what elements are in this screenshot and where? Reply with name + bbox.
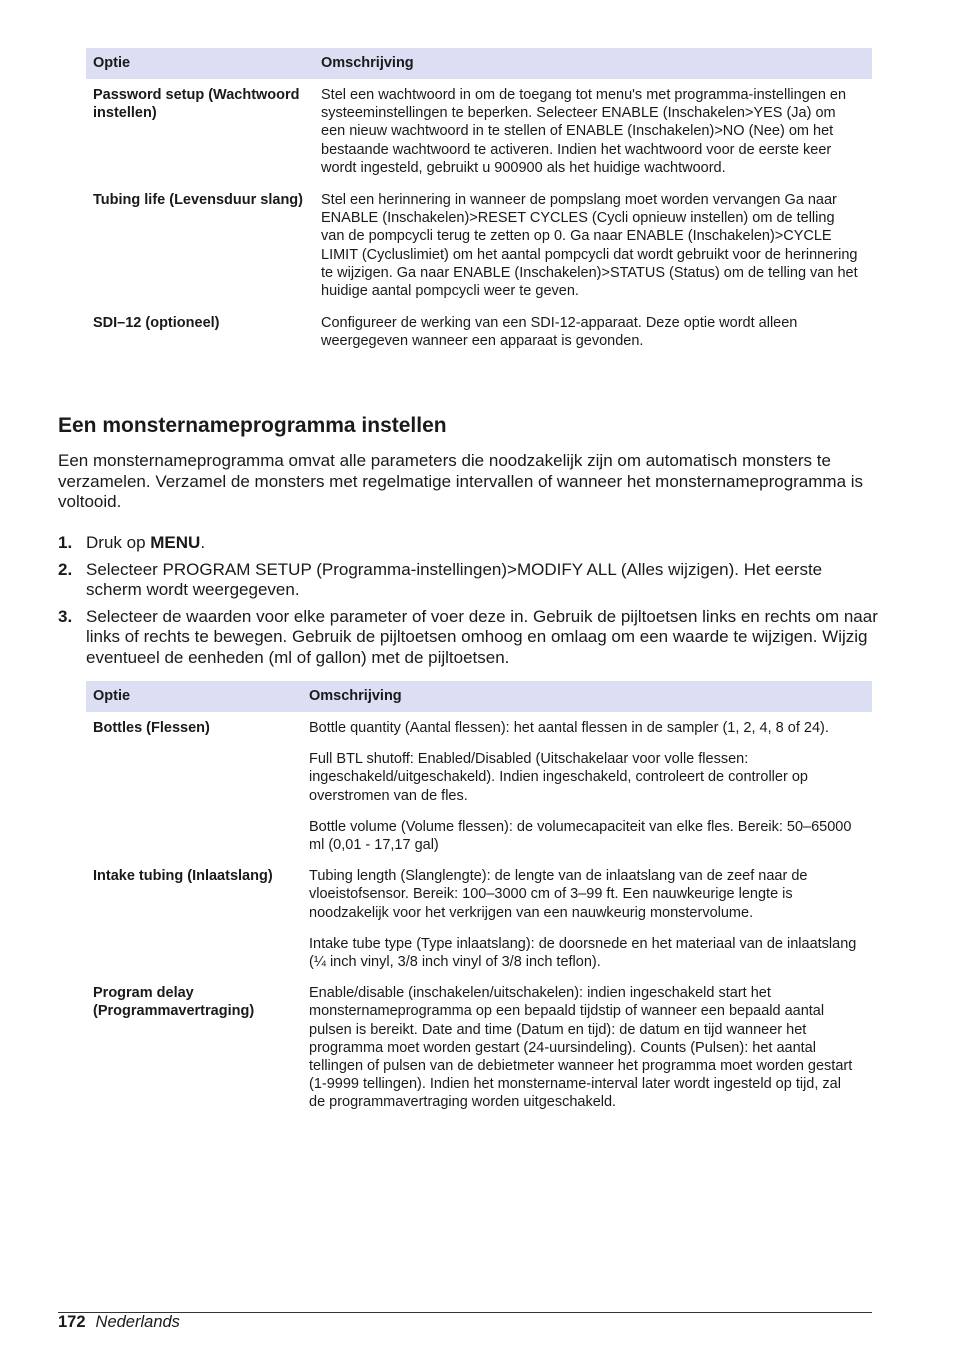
table-row bbox=[86, 314, 872, 350]
option-name: SDI–12 (optioneel) bbox=[93, 315, 220, 332]
option-description bbox=[309, 867, 872, 971]
step-text: Selecteer PROGRAM SETUP (Programma-instellingen)>MODIFY ALL (Alles wijzigen). Het eerste scherm wordt weergegeven. bbox=[86, 559, 823, 600]
description-paragraph: Tubing length (Slanglengte): de lengte van de inlaatslang van de zeef naar de vloeistofsensor. Bereik: 100–3000 cm of 3–99 ft. Een nauwkeurige lengte is noodzakelijk voor het verkrijgen van een nauwkeurig monstervolume. bbox=[309, 868, 808, 921]
step-text: Selecteer de waarden voor elke parameter of voer deze in. Gebruik de pijltoetsen links en rechts om naar links of rechts te bewegen. Gebruik de pijltoetsen omhoog en omlaag om een waarde te wijzigen. Wijzig eventueel de eenheden (ml of gallon) met de pijltoetsen. bbox=[86, 606, 878, 667]
page-number: 172 bbox=[58, 1313, 86, 1331]
step-text-part: Druk op bbox=[86, 533, 151, 552]
description-paragraph: Intake tube type (Type inlaatslang): de doorsnede en het materiaal van de inlaatslang (¼ inch vinyl, 3/8 inch vinyl of 3/8 inch teflon). bbox=[309, 935, 857, 971]
step-item bbox=[58, 607, 878, 669]
option-name: Tubing life (Levensduur slang) bbox=[93, 192, 303, 209]
option-name: Program delay (Programmavertraging) bbox=[93, 985, 255, 1020]
step-text-part: . bbox=[200, 533, 206, 552]
option-description: Stel een herinnering in wanneer de pompslang moet worden vervangen Ga naar ENABLE (Inschakelen)>RESET CYCLES (Cycli opnieuw instellen) om de telling van de pompcycli terug te zetten op 0. Ga naar ENABLE (Inschakelen)>CYCLE LIMIT (Cycluslimiet) om het aantal pompcycli dat wordt gebruikt voor de herinnering te wijzigen. Ga naar ENABLE (Inschakelen)>STATUS (Status) om de telling van het huidige aantal pompcycli weer te geven. bbox=[321, 192, 858, 300]
table-header bbox=[86, 48, 872, 79]
step-number: 2. bbox=[58, 559, 73, 579]
section-intro: Een monsternameprogramma omvat alle parameters die noodzakelijk zijn om automatisch monsters te verzamelen. Verzamel de monsters met regelmatige intervallen of wanneer het monsternameprogramma is voltooid. bbox=[58, 451, 864, 512]
steps-list bbox=[58, 533, 878, 669]
table-row bbox=[86, 984, 872, 1111]
menu-key: MENU bbox=[150, 533, 201, 552]
table-row bbox=[86, 719, 872, 854]
table-row bbox=[86, 86, 872, 177]
description-paragraph: Bottle quantity (Aantal flessen): het aantal flessen in de sampler (1, 2, 4, 8 of 24). bbox=[309, 720, 829, 736]
page-footer bbox=[58, 1313, 180, 1332]
description-paragraph: Bottle volume (Volume flessen): de volumecapaciteit van elke fles. Bereik: 50–65000 ml (0,01 - 17,17 gal) bbox=[309, 818, 852, 854]
option-description: Configureer de werking van een SDI-12-apparaat. Deze optie wordt alleen weergegeven wanneer een apparaat is gevonden. bbox=[321, 315, 798, 350]
option-name: Bottles (Flessen) bbox=[93, 720, 210, 736]
option-name: Password setup (Wachtwoord instellen) bbox=[93, 87, 300, 122]
options-table-1 bbox=[86, 48, 872, 351]
description-paragraph: Full BTL shutoff: Enabled/Disabled (Uitschakelaar voor volle flessen: ingeschakeld/uitgeschakeld). Indien ingeschakeld, controleert de controller op overstromen van de fles. bbox=[309, 751, 808, 804]
step-item bbox=[58, 533, 878, 554]
option-name: Intake tubing (Inlaatslang) bbox=[93, 868, 273, 885]
description-paragraph: Enable/disable (inschakelen/uitschakelen): indien ingeschakeld start het monsternameprogramma op een bepaald tijdstip of wanneer een bepaald aantal pulsen is bereikt. Date and time (Datum en tijd): de datum en tijd wanneer het programma moet worden gestart (24-uursindeling). Counts (Pulsen): het aantal tellingen of pulsen van de debietmeter wanneer het programma moet worden gestart (1-9999 tellingen). Indien het monstername-interval later wordt ingesteld op tijd, zal de programmavertraging worden uitgeschakeld. bbox=[309, 985, 853, 1111]
option-description: Stel een wachtwoord in om de toegang tot menu's met programma-instellingen en systeeminstellingen te beperken. Selecteer ENABLE (Inschakelen>YES (Ja) om een nieuw wachtwoord in te stellen of ENABLE (Inschakelen)>NO (Nee) om het bestaande wachtwoord te activeren. Indien het wachtwoord voor de eerste keer wordt ingesteld, gebruikt u 900900 als het huidige wachtwoord. bbox=[321, 87, 847, 176]
table-row bbox=[86, 867, 872, 971]
header-option: Optie bbox=[93, 688, 131, 705]
table-row bbox=[86, 191, 872, 300]
footer-divider bbox=[58, 1312, 872, 1313]
table-header bbox=[86, 681, 872, 712]
step-text bbox=[86, 533, 878, 554]
header-description: Omschrijving bbox=[309, 688, 402, 705]
option-description bbox=[309, 719, 872, 854]
option-description bbox=[309, 984, 872, 1111]
step-item bbox=[58, 560, 878, 601]
header-description: Omschrijving bbox=[321, 55, 414, 72]
step-number: 3. bbox=[58, 606, 73, 626]
footer-language: Nederlands bbox=[95, 1313, 180, 1331]
step-number: 1. bbox=[58, 533, 73, 552]
section-title: Een monsternameprogramma instellen bbox=[58, 414, 447, 437]
header-option: Optie bbox=[93, 55, 131, 72]
options-table-2 bbox=[86, 681, 872, 1112]
